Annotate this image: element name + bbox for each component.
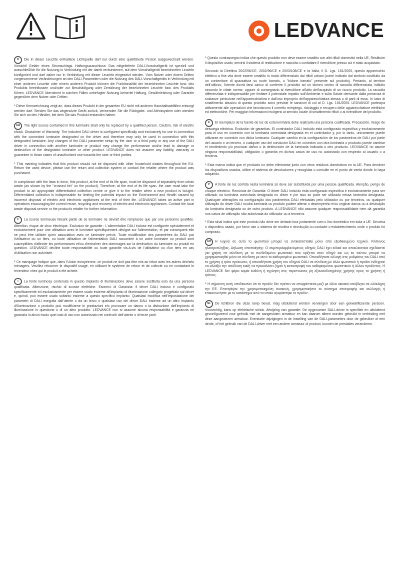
right-text-column <box>205 56 385 331</box>
language-code-badge: P <box>205 181 213 189</box>
text-paragraph <box>205 119 385 158</box>
language-code-badge: E <box>205 119 213 127</box>
warning-triangle-icon <box>16 12 46 40</box>
page-header <box>0 0 400 50</box>
text-paragraph <box>205 56 385 65</box>
text-paragraph <box>14 180 194 212</box>
paragraph-text: * Esta marca indica que el producto no debe eliminarse junto con otros residuos domésticos en la UE. Para devolver los dispositivos usados, utilice el sistema de devoluciones y recogidas o consulte en el punto de venta donde lo haya adquirido. <box>205 163 385 177</box>
paragraph-text: La source lumineuse faisant partie de ce luminaire ne devrait être remplacée que par une personne qualifiée. Attention, risque de choc électrique. Exclusion de garantie : L'alimentation DALI incluse est configurée spécialement et exclusivement pour une utilisation avec le luminaire spécifiquement désigné sur l'alimentation, et par conséquent elle ne peut être utilisée qu'en association avec ce luminaire précis. Toute modification des paramètres du DALI par l'utilisateur ou un tiers, ou toute utilisation de l'alimentation DALI raccordée à un autre luminaire ou produit sont susceptibles d'affecter les performances et/ou d'entraîner des dommages sur la destruction du luminaire ou produit en question. LEDVANCE décline toute responsabilité ou toute garantie vis-à-vis de l'utilisateur ou d'un tiers en cas d'utilisation non autorisée. <box>14 217 194 255</box>
paragraph-text: Die in dieser Leuchte enthaltene Lichtquelle darf nur durch eine qualifizierte Person ausgewechselt werden. Vorsicht! Gefahr eines Stromschlags. Haftungsausschluss: Das mitgelieferte DALI-Vorschaltgerät ist speziell und ausschließlich für die Nutzung in Verbindung mit der damit verbundenen, auf dem Vorschaltgerät bezeichneten Leuchte konfiguriert und darf daher nur in Verbindung mit dieser Leuchte eingesetzt werden. Vom Nutzer oder einem Dritten vorgenommene Veränderungen an den DALI-Parametern oder die Nutzung des DALI-Vorschaltgeräts in Verbindung mit einer anderen Leuchte oder einem anderen Produkt können die Funktionalität der bezeichneten Leuchte bzw. des Produkts beeinflussen und/oder zur Beschädigung oder Zerstörung der bezeichneten Leuchte bzw. des Produkts führen. LEDVANCE übernimmt in solchen Fällen unbefugter Nutzung keinerlei Haftung, Gewährleistung oder Garantie gegenüber dem Nutzer oder Dritten. <box>14 57 194 100</box>
logo-wordmark: LEDVANCE <box>273 20 384 42</box>
language-code-badge: GB <box>14 122 22 130</box>
paragraph-text: * This marking indicates that this product should not be disposed with other household wastes throughout the EU. Return the used device, please use the return and collection system or contact the retailer where the product was purchased. <box>14 161 194 175</box>
text-paragraph <box>205 163 385 177</box>
paragraph-text: * Esta sinal indica que este produto não deve ser deitado fora juntamente com o lixo doméstico em toda a UE. Devolva o dispositivo usado, por favor use o sistema de recolha e devolução ou contacte o estabelecimento onde o produto foi comprado. <box>205 220 385 234</box>
text-paragraph <box>205 238 385 277</box>
text-paragraph <box>205 300 385 326</box>
language-code-badge: D <box>14 56 22 64</box>
text-paragraph <box>14 56 194 100</box>
paragraph-text: * Ce marquage indique que, dans l'Union européenne, ce produit ne doit pas être mis au rebut avec les autres déchets ménagers. Veuillez retourner le dispositif usagé, en utilisant le système de retour et de collecte ou en contactant le revendeur chez qui le produit a été acheté. <box>14 259 194 273</box>
text-paragraph <box>14 216 194 255</box>
language-code-badge: I <box>14 278 22 286</box>
paragraph-text: The light source contained in this luminaire shall only be replaced by a qualified person. Caution, risk of electric shock. Disclaimer of Warranty: The included DALI driver is configured specifically and exclusively for use in connection with the connected luminaire designated on the driver and therefore may only be used in connection with this designated luminaire. Any changes of the DALI parameter setup by the user or a third party or any use of the DALI driver in connection with another luminaire or product may change the performance and/or lead to damage or destruction of the designated luminaire or other product. LEDVANCE does not assume any liability, warranty or guarantee in those cases of unauthorized use towards the user or third parties. <box>14 124 194 157</box>
paragraph-text: La fonte luminosa contenuta in questo impianto di illuminazione deve essere sostituita solo da una persona qualificata. Attenzione, rischio di scosse elettriche. Esonero di Garanzia: Il driver DALI incluso è configurato specificamente ed esclusivamente per essere usato insieme all'impianto di illuminazione collegato progettato sul driver e, quindi, può essere usato soltanto insieme a questo specifico impianto. Qualsiasi modifica nell'impostazione dei parametri di DALI eseguita dall'utente o da un terzo o qualsiasi uso del driver DALI insieme ad un altro impianto d'illuminazione o prodotto può modificarne le prestazioni e/o provocare un danno o la distruzione dell'impianto di illuminazione in questione o di un altro prodotto. LEDVANCE non si assume alcuna responsabilità e garanzia né garanzia in alcun modo quei casi di uso non autorizzato nei confronti dell'utente o di terze parti. <box>14 279 194 317</box>
text-paragraph <box>205 282 385 296</box>
paragraph-text: Η λυχνία σε αυτό το φωτιστικό μπορεί να αντικατασταθεί μόνο από εξειδικευμένο τεχνικό. Κίνδυνος ηλεκτροπληξίας. Δήλωση αποποίησης: Ο συμπεριλαμβανόμενος οδηγός DALI έχει ειδικά και αποκλειστικά σχεδιαστεί για χρήση σε σύνδεση με το συνδεδεμένο φωτιστικό που ορίζεται στον οδηγό και ως εκ τούτου μπορεί να χρησιμοποιηθεί μόνο σε σύνδεση με αυτό το καθορισμένο φωτιστικό. Οποιαδήποτε αλλαγή στις ρυθμίσεις του DALI από το χρήστη ή τρίτο πρόσωπο, ή οποιαδήποτε χρήση του οδηγού DALI σε σύνδεση με άλλο φωτιστικό ή προϊόν ενδέχεται να αλλάξει την απόδοση και/ή να προκαλέσει ζημιά ή καταστροφή του καθορισμένου φωτιστικού ή άλλου προϊόντος. Η LEDVANCE δεν φέρει καμία ευθύνη ή εγγύηση στις περιπτώσεις μη εξουσιοδοτημένης χρήσης προς το χρήστη ή τρίτους. <box>205 240 385 278</box>
text-paragraph <box>205 181 385 216</box>
paragraph-text: Secondo la Direttiva 2002/96/CE, 2002/96/CE e 2003/108/CE e la Italia, il D. Lgs. 151/2005, questo apparecchio elettrico a fine vita deve essere smaltito in modo differenziato dai rifiuti urbani (come indicato dal simbolo costituito da un contenitore di spazzatura su ruote barrato, o "bidone barrato" presente sul prodotto). Pertanto, al termine dell'utilizzo, l'utente dovrà farsi carico di conferire il prodotto ad un idoneo centro di raccolta differenziata, istituito secondo le citate norme, oppure di consegnarlo al rivenditore all'atto dell'acquisto di un nuovo prodotto. La raccolta differenziata è indispensabile per limitare il potenziale impatto sull'Ambiente e sulla Salute derivante dalla presenza di sostanze pericolose nell'apparecchiatura e dall'uso improprio dell'apparecchiatura stessa o di parti di essa. In caso di smaltimento abusivo di questo prodotto sono previste le sanzioni di cui al D. Lgs. 151/2005. LEDVANCE partecipa attivamente alle operazioni che favoriscono il corretto reimpiego, riciclaggio e recupero delle apparecchiature elettriche ed elettroniche. Per maggiori informazioni rivolgersi al servizio locale di smaltimento rifiuti o al rivenditore del prodotto. <box>205 69 385 115</box>
paragraph-text: * Η σήμανση αυτή υποδεικνύει ότι το προϊόν δεν πρέπει να απορρίπτεται μαζί με άλλα οικιακά απόβλητα σε ολόκληρη την ΕΕ. Επιστρέψτε την χρησιμοποιημένη συσκευή, χρησιμοποιήστε το σύστημα επιστροφής και συλλογής ή επικοινωνήστε με το κατάστημα από το οποίο αγοράστηκε το προϊόν. <box>205 282 385 296</box>
ledvance-logo-icon <box>248 20 270 42</box>
text-paragraph <box>14 278 194 317</box>
paragraph-text: In compliance with the laws in force, this product, at the end of its life span, must be disposed of separately from urban waste (as shown by the "crossed bin" on the product). Therefore, at the end of its life span, the user must take the product to an appropriate differentiated collection centre or give it to the retailer when a new product is bought. Differentiated collection is indispensable for limiting the potential impact on the Environment and Health caused by incorrect disposal of electric and electronic appliances at the end of their life. LEDVANCE takes an active part in operations encouraging the correct reuse, recycling and recovery of electric and electronic appliances. Contact the local waste disposal service or the product's retailer for further information. <box>14 179 194 211</box>
paragraph-text: * Questo contrassegno indica che questo prodotto non deve essere smaltito con altri rifiuti domestici nella UE. Restituire il dispositivo usato; servirsi il sistema di restituzione e raccolta o contattare il rivenditore presso cui è stato acquistato. <box>205 56 385 65</box>
paragraph-text: * Diese Kennzeichnung zeigt an, dass dieses Produkt in der gesamten EU nicht mit anderen Haushaltsabfällen entsorgt werden darf. Senden Sie das abgenutzte Gerät zurück, verwenden Sie die Rückgabe- und Abholsystem oder wenden Sie sich an den Händler, bei dem Sie das Produkt erstanden haben. <box>14 104 194 118</box>
text-paragraph <box>14 162 194 176</box>
paragraph-text: De lichtbron die deze lamp bevat, mag uitsluitend worden vervangen door een gekwalificeerde persoon. Voorzichtig, kans op elektrische schok. Afwijzing van garantie: De opgenomen DALI-driver is specifiek en uitsluitend geconfigureerd voor gebruik met de aangesloten armatuur en kan daarom alleen worden gebruikt in verbinding met deze aangewezen armatuur. Eventuele wijzigingen in de instelling van de DALI-parameters door de gebruiker of een derde, of het gebruik van de DALI-driver met een andere armatuur of product, kunnen de prestaties veranderen. <box>205 302 385 326</box>
text-paragraph <box>205 220 385 234</box>
paragraph-text: A fonte de luz contida nesta luminária só deve ser substituída por uma pessoa qualificada. Atenção, perigo de choque eléctrico. Renúncia de Garantia: O driver DALI incluído está configurado específica e exclusivamente para ser utilizado na luminária conectada designada no driver e por isso só pode ser utilizado nessa luminária designada. Quaisquer alterações na configuração dos parâmetros DALI efetuadas pelo utilizador ou por terceiros, ou qualquer utilização do driver DALI noutra luminária ou produto podem alterar o desempenho e/ou originar danos ou a destruição da luminária designada ou de outro produto. A LEDVANCE não assume qualquer responsabilidade nem dá garantia nos casos de utilização não autorizada ao utilizador ou a terceiros. <box>205 182 385 216</box>
left-text-column <box>14 56 194 322</box>
text-paragraph <box>14 122 194 157</box>
language-code-badge: GR <box>205 238 213 246</box>
text-paragraph <box>205 69 385 114</box>
language-code-badge: F <box>14 216 22 224</box>
paragraph-text: El reemplazo de la fuente de luz de esta luminaria debe realizarla una persona cualificada. Precaución, riesgo de descarga eléctrica. Exclusión de garantías: El controlador DALI incluido está configurado específica y exclusivamente para el uso en conexión con la luminaria conectada designada en el controlador y, por lo tanto, únicamente puede utilizarse en conexión con dicha luminaria. Cualquier cambio en la configuración de los parámetros de DALI por parte del usuario o un tercero, o cualquier uso del conductor DALI en conexión con otra luminaria o producto puede cambiar el rendimiento y/o provocar daños o la destrucción de la luminaria indicada u otro producto. LEDVANCE no asume ninguna responsabilidad, obligación o garantía en dichos casos de uso no autorizado con respecto al usuario o a terceros. <box>205 121 385 159</box>
ledvance-logo <box>248 20 384 42</box>
read-manual-icon <box>54 13 86 39</box>
language-code-badge: NL <box>205 300 213 308</box>
text-paragraph <box>14 104 194 118</box>
text-paragraph <box>14 260 194 274</box>
